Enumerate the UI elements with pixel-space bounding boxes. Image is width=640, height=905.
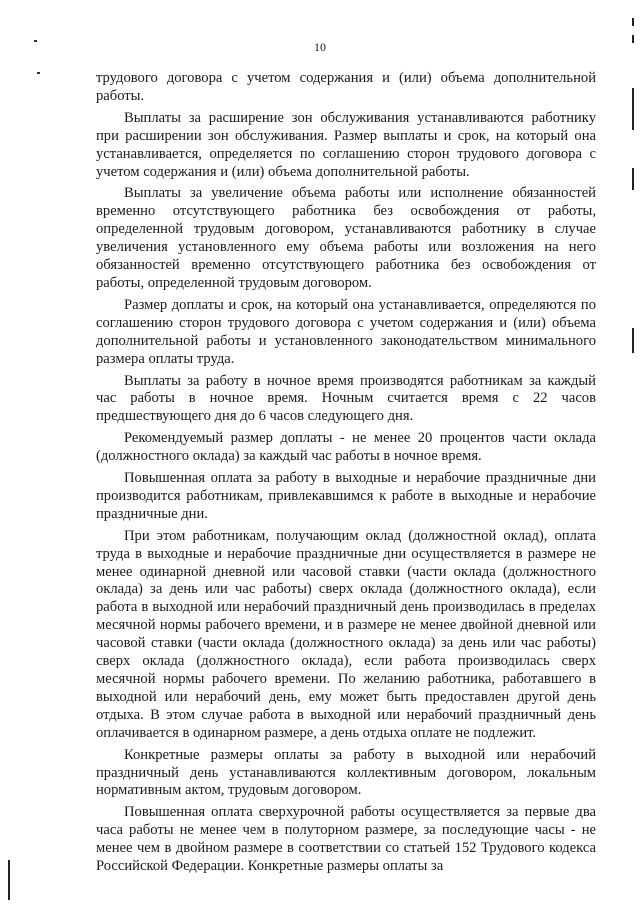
paragraph-6: Рекомендуемый размер доплаты - не менее 20 процентов части оклада (должностного оклада) за каждый час работы в ночное время. (96, 430, 596, 465)
scan-artifact (632, 35, 634, 43)
paragraph-3: Выплаты за увеличение объема работы или исполнение обязанностей временно отсутствующего работника без освобождения от работы, определенной трудовым договором, устанавливаются работнику в случае увеличения установленного ему объема работы или возложения на него обязанностей временно отсутствующего работника без освобождения от работы, определенной трудовым договором. (96, 185, 596, 291)
paragraph-1: трудового договора с учетом содержания и (или) объема дополнительной работы. (96, 70, 596, 104)
paragraph-4: Размер доплаты и срок, на который она устанавливается, определяются по соглашению сторон трудового договора с учетом содержания и (или) объема дополнительной работы и установленного законодательством минимального размера оплаты труда. (96, 296, 596, 367)
paragraph-8: При этом работникам, получающим оклад (должностной оклад), оплата труда в выходные и нерабочие праздничные дни осуществляется в размере не менее одинарной дневной или часовой ставки (части оклада (должностного оклада) за день или час работы) сверх оклада (должностного оклада), если работа в выходной или нерабочий праздничный день производилась в пределах месячной нормы рабочего времени, и в размере не менее двойной дневной или часовой ставки (части оклада (должностного оклада) за день или час работы) сверх оклада (должностного оклада), если работа производилась сверх месячной нормы рабочего времени. По желанию работника, работавшего в выходной или нерабочий день, ему может быть предоставлен другой день отдыха. В этом случае работа в выходной или нерабочий праздничный день оплачивается в одинарном размере, а день отдыха оплате не подлежит. (96, 527, 596, 741)
paragraph-7: Повышенная оплата за работу в выходные и нерабочие праздничные дни производится работникам, привлекавшимся к работе в выходные и нерабочие праздничные дни. (96, 470, 596, 522)
scan-artifact (34, 40, 37, 42)
scan-artifact (632, 88, 634, 130)
scan-artifact (632, 168, 634, 190)
page-number: 10 (314, 40, 326, 54)
scan-artifact (632, 328, 634, 353)
paragraph-9: Конкретные размеры оплаты за работу в выходной или нерабочий праздничный день устанавливаются коллективным договором, локальным нормативным актом, трудовым договором. (96, 746, 596, 799)
scan-artifact (37, 72, 40, 74)
scan-artifact (632, 18, 634, 26)
paragraph-2: Выплаты за расширение зон обслуживания устанавливаются работнику при расширении зон обслуживания. Размер выплаты и срок, на который она устанавливается, определяется по соглашению сторон трудового договора с учетом содержания и (или) объема дополнительной работы. (96, 109, 596, 180)
scan-artifact (8, 860, 10, 900)
document-body (96, 70, 596, 880)
paragraph-10: Повышенная оплата сверхурочной работы осуществляется за первые два часа работы не менее чем в полуторном размере, за последующие часы - не менее чем в двойном размере в соответствии со статьей 152 Трудового кодекса Российской Федерации. Конкретные размеры оплаты за (96, 804, 596, 875)
paragraph-5: Выплаты за работу в ночное время производятся работникам за каждый час работы в ночное время. Ночным считается время с 22 часов предшествующего дня до 6 часов следующего дня. (96, 372, 596, 425)
